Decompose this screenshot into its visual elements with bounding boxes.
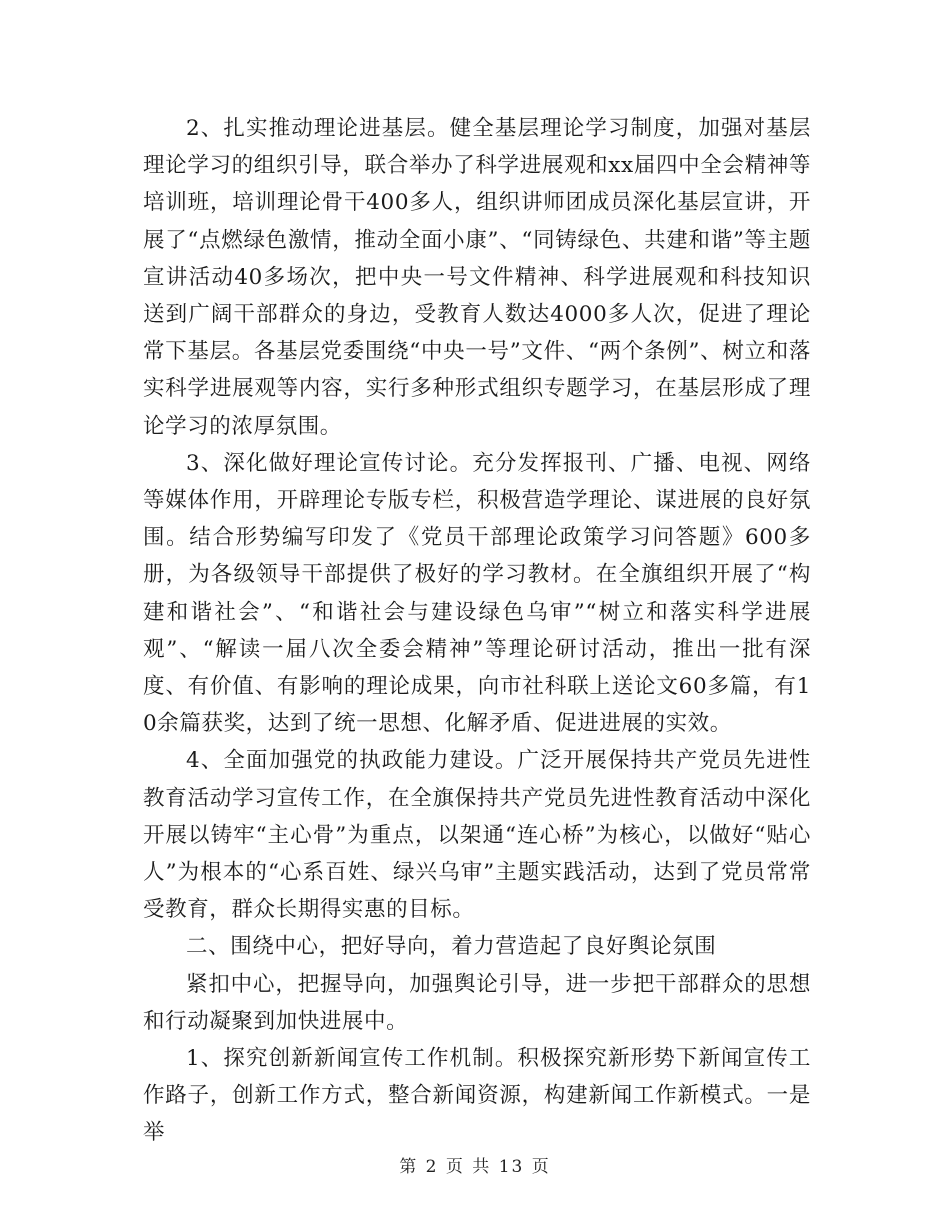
- paragraph-news-mechanism: 1、探究创新新闻宣传工作机制。积极探究新形势下新闻宣传工作路子，创新工作方式，整合新闻资源，构建新闻工作新模式。一是举: [143, 1046, 811, 1146]
- paragraph-theory-grassroots: 2、扎实推动理论进基层。健全基层理论学习制度，加强对基层理论学习的组织引导，联合举办了科学进展观和xx届四中全会精神等培训班，培训理论骨干400多人，组织讲师团成员深化基层宣讲，开展了“点燃绿色激情，推动全面小康”、“同铸绿色、共建和谐”等主题宣讲活动40多场次，把中央一号文件精神、科学进展观和科技知识送到广阔干部群众的身边，受教育人数达4000多人次，促进了理论常下基层。各基层党委围绕“中央一号”文件、“两个条例”、树立和落实科学进展观等内容，实行多种形式组织专题学习，在基层形成了理论学习的浓厚氛围。: [143, 116, 811, 439]
- paragraph-section-intro: 紧扣中心，把握导向，加强舆论引导，进一步把干部群众的思想和行动凝聚到加快进展中。: [143, 971, 811, 1034]
- document-body: [143, 110, 811, 1152]
- paragraph-party-capacity: 4、全面加强党的执政能力建设。广泛开展保持共产党员先进性教育活动学习宣传工作，在全旗保持共产党员先进性教育活动中深化开展以铸牢“主心骨”为重点，以架通“连心桥”为核心，以做好“贴心人”为根本的“心系百姓、绿兴乌审”主题实践活动，达到了党员常常受教育，群众长期得实惠的目标。: [143, 748, 811, 923]
- paragraph-theory-publicity: 3、深化做好理论宣传讨论。充分发挥报刊、广播、电视、网络等媒体作用，开辟理论专版专栏，积极营造学理论、谋进展的良好氛围。结合形势编写印发了《党员干部理论政策学习问答题》600多册，为各级领导干部提供了极好的学习教材。在全旗组织开展了“构建和谐社会”、“和谐社会与建设绿色乌审”“树立和落实科学进展观”、“解读一届八次全委会精神”等理论研讨活动，推出一批有深度、有价值、有影响的理论成果，向市社科联上送论文60多篇，有10余篇获奖，达到了统一思想、化解矛盾、促进进展的实效。: [143, 450, 811, 737]
- page-number-footer: 第 2 页 共 13 页: [399, 1157, 551, 1177]
- section-heading-public-opinion: 二、围绕中心，把好导向，着力营造起了良好舆论氛围: [186, 934, 717, 960]
